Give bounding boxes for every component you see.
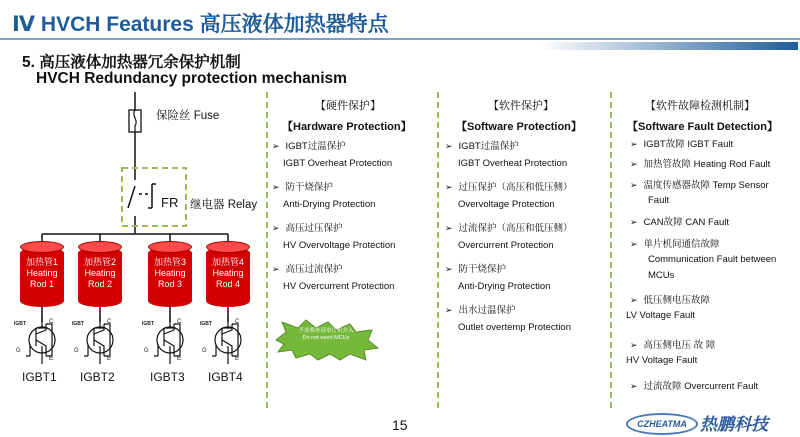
igbt-pin-c: C xyxy=(49,319,54,325)
arrow-icon: ➢ xyxy=(630,159,638,169)
software-item-en: Overcurrent Protection xyxy=(458,240,554,251)
heating-rod-cn: 加热管4 xyxy=(211,257,244,267)
arrow-icon: ➢ xyxy=(272,264,280,274)
igbt-pin-g: G xyxy=(202,348,207,354)
fault-item xyxy=(630,214,729,228)
arrow-icon: ➢ xyxy=(630,340,638,350)
burst-line1: 不需要外部单片机介入 xyxy=(298,328,354,334)
hardware-item-cn: 高压过流保护 xyxy=(285,264,343,275)
heating-rod-cn: 加热管2 xyxy=(83,257,116,267)
igbt-label: IGBT4 xyxy=(208,370,243,384)
heating-rod-en1: Heating xyxy=(26,268,58,278)
software-item-en: Anti-Drying Protection xyxy=(458,281,551,292)
igbt-pin-c: C xyxy=(107,319,112,325)
separator-1 xyxy=(266,92,268,408)
company-logo: CZHEATMA xyxy=(626,413,698,435)
separator-3 xyxy=(610,92,612,408)
hardware-item xyxy=(272,220,343,234)
fr-label: FR xyxy=(161,195,179,210)
igbt-small-label: IGBT xyxy=(14,321,26,327)
fuse-label: 保险丝 Fuse xyxy=(156,110,220,122)
fault-item-text2: LV Voltage Fault xyxy=(626,310,696,321)
fault-item-text: IGBT故障 IGBT Fault xyxy=(643,139,734,150)
fault-item xyxy=(630,378,758,392)
fault-item-text: 单片机间通信故障 xyxy=(643,239,720,250)
arrow-icon: ➢ xyxy=(630,139,638,149)
arrow-icon: ➢ xyxy=(445,305,453,315)
hardware-item xyxy=(272,261,343,275)
hardware-item-en: Anti-Drying Protection xyxy=(283,199,376,210)
page-number: 15 xyxy=(392,417,408,433)
igbt-pin-g: G xyxy=(144,348,149,354)
fault-item-text3: MCUs xyxy=(648,270,675,281)
heating-rod-top xyxy=(78,241,122,253)
hardware-item-en: HV Overvoltage Protection xyxy=(283,240,396,251)
igbt-pin-c: C xyxy=(235,319,240,325)
relay-label: 继电器 Relay xyxy=(190,199,258,211)
software-head-cn: 【软件保护】 xyxy=(488,100,554,112)
fault-item-text2: HV Voltage Fault xyxy=(626,355,698,366)
fault-item xyxy=(630,337,715,351)
igbt-label: IGBT1 xyxy=(22,370,57,384)
igbt-small-label: IGBT xyxy=(142,321,154,327)
heating-rod xyxy=(20,247,64,307)
burst-text xyxy=(272,328,380,342)
fault-item-text: 加热管故障 Heating Rod Fault xyxy=(643,159,771,170)
arrow-icon: ➢ xyxy=(445,141,453,151)
arrow-icon: ➢ xyxy=(272,223,280,233)
igbt-pin-g: G xyxy=(74,348,79,354)
heating-rod-en1: Heating xyxy=(84,268,116,278)
heating-rod-en1: Heating xyxy=(154,268,186,278)
heating-rod-top xyxy=(20,241,64,253)
arrow-icon: ➢ xyxy=(630,239,638,249)
arrow-icon: ➢ xyxy=(630,180,638,190)
arrow-icon: ➢ xyxy=(445,264,453,274)
subtitle-en: HVCH Redundancy protection mechanism xyxy=(36,70,347,87)
heating-rod-top xyxy=(206,241,250,253)
arrow-icon: ➢ xyxy=(272,141,280,151)
heating-rod-en2: Rod 3 xyxy=(157,279,183,289)
heating-rod-en1: Heating xyxy=(212,268,244,278)
title-divider xyxy=(0,38,800,40)
fault-item-text: CAN故障 CAN Fault xyxy=(643,217,730,228)
arrow-icon: ➢ xyxy=(630,295,638,305)
software-item-cn: 过流保护（高压和低压侧） xyxy=(458,223,573,234)
subtitle-cn: 5. 高压液体加热器冗余保护机制 xyxy=(22,54,241,71)
software-item xyxy=(445,220,573,234)
arrow-icon: ➢ xyxy=(445,223,453,233)
heating-rod xyxy=(148,247,192,307)
software-head-en: 【Software Protection】 xyxy=(456,121,582,133)
software-item xyxy=(445,138,519,152)
accent-bar xyxy=(540,42,798,50)
igbt-label: IGBT2 xyxy=(80,370,115,384)
software-item-cn: IGBT过温保护 xyxy=(458,141,519,152)
software-item xyxy=(445,261,506,275)
hardware-item-cn: 高压过压保护 xyxy=(285,223,343,234)
software-item-cn: 出水过温保护 xyxy=(458,305,516,316)
fault-item xyxy=(630,236,720,250)
hardware-item-en: IGBT Overheat Protection xyxy=(283,158,393,169)
fault-item-text: 高压侧电压 故 障 xyxy=(643,340,716,351)
igbt-small-label: IGBT xyxy=(72,321,84,327)
arrow-icon: ➢ xyxy=(272,182,280,192)
software-item-en: IGBT Overheat Protection xyxy=(458,158,568,169)
heating-rod-en2: Rod 2 xyxy=(87,279,113,289)
fault-item-text: 低压侧电压故障 xyxy=(643,295,711,306)
igbt-pin-e: E xyxy=(235,356,240,362)
fault-item xyxy=(630,156,770,170)
hardware-item xyxy=(272,179,333,193)
burst-line2: Do not need MCUs xyxy=(302,335,350,341)
arrow-icon: ➢ xyxy=(630,217,638,227)
igbt-pin-e: E xyxy=(177,356,182,362)
heating-rod-top xyxy=(148,241,192,253)
heating-rod-cn: 加热管1 xyxy=(25,257,58,267)
software-item xyxy=(445,302,516,316)
software-item xyxy=(445,179,573,193)
fault-item-text: 温度传感器故障 Temp Sensor xyxy=(643,180,769,191)
fault-item xyxy=(630,292,710,306)
fault-item-text2: Fault xyxy=(648,195,670,206)
igbt-pin-e: E xyxy=(107,356,112,362)
fault-item-text: 过流故障 Overcurrent Fault xyxy=(643,381,759,392)
fault-head-cn: 【软件故障检测机制】 xyxy=(645,100,755,112)
igbt-pin-g: G xyxy=(16,348,21,354)
heating-rod xyxy=(206,247,250,307)
heating-rod-en2: Rod 4 xyxy=(215,279,241,289)
software-item-en: Outlet overtemp Protection xyxy=(458,322,571,333)
hardware-item xyxy=(272,138,346,152)
igbt-label: IGBT3 xyxy=(150,370,185,384)
fault-item-text2: Communication Fault between xyxy=(648,254,777,265)
hardware-item-en: HV Overcurrent Protection xyxy=(283,281,395,292)
hardware-head-en: 【Hardware Protection】 xyxy=(282,121,412,133)
arrow-icon: ➢ xyxy=(445,182,453,192)
fault-item xyxy=(630,136,733,150)
software-item-cn: 防干烧保护 xyxy=(458,264,507,275)
bus-wires xyxy=(42,234,228,322)
fuse-symbol xyxy=(129,110,141,132)
hardware-item-cn: 防干烧保护 xyxy=(285,182,334,193)
company-logo-cn: 热鹏科技 xyxy=(700,415,768,434)
hardware-head-cn: 【硬件保护】 xyxy=(315,100,381,112)
hardware-item-cn: IGBT过温保护 xyxy=(285,141,346,152)
igbt-small-label: IGBT xyxy=(200,321,212,327)
software-item-en: Overvoltage Protection xyxy=(458,199,555,210)
separator-2 xyxy=(437,92,439,408)
heating-rod xyxy=(78,247,122,307)
igbt-pin-e: E xyxy=(49,356,54,362)
heating-rod-cn: 加热管3 xyxy=(153,257,186,267)
arrow-icon: ➢ xyxy=(630,381,638,391)
igbt-pin-c: C xyxy=(177,319,182,325)
page-title: Ⅳ HVCH Features 高压液体加热器特点 xyxy=(12,13,389,36)
software-item-cn: 过压保护（高压和低压侧） xyxy=(458,182,573,193)
fault-head-en: 【Software Fault Detection】 xyxy=(627,121,778,133)
fault-item xyxy=(630,177,769,191)
heating-rod-en2: Rod 1 xyxy=(29,279,55,289)
